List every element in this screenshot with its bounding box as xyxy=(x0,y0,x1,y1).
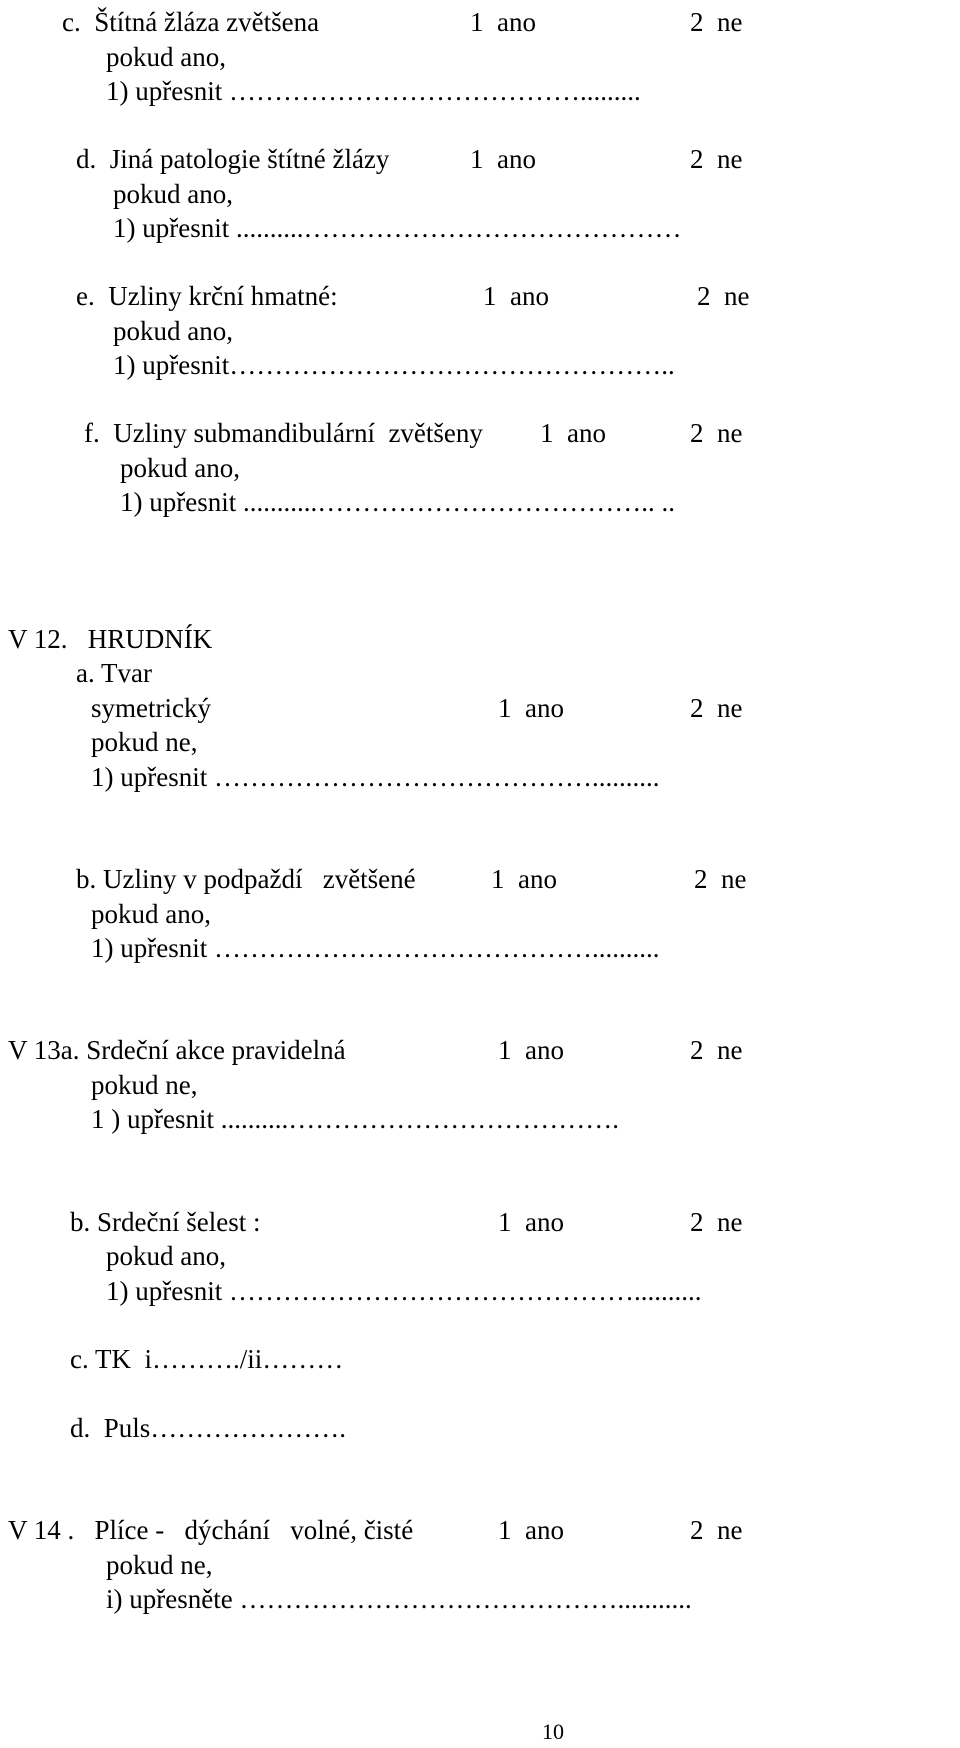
item-f-title: f. Uzliny submandibulární zvětšeny xyxy=(84,418,483,448)
page-number: 10 xyxy=(542,1719,564,1744)
item-v12a-option-no[interactable]: 2 ne xyxy=(690,693,743,723)
item-d-specify-field[interactable]: 1) upřesnit ..........…………………………………… xyxy=(113,213,682,243)
item-v13d-pulse-field[interactable]: d. Puls…………………. xyxy=(70,1413,347,1443)
item-e-condition: pokud ano, xyxy=(113,316,233,346)
item-e-option-no[interactable]: 2 ne xyxy=(697,281,750,311)
item-v13b-option-no[interactable]: 2 ne xyxy=(690,1207,743,1237)
item-v12a-label: symetrický xyxy=(91,693,211,723)
item-v12b-condition: pokud ano, xyxy=(91,899,211,929)
item-v13a-condition: pokud ne, xyxy=(91,1070,198,1100)
item-v13a-specify-field[interactable]: 1 ) upřesnit ..........………………………………. xyxy=(91,1104,619,1134)
item-c-condition: pokud ano, xyxy=(106,42,226,72)
item-f-condition: pokud ano, xyxy=(120,453,240,483)
item-v13a-option-no[interactable]: 2 ne xyxy=(690,1035,743,1065)
item-v13b-specify-field[interactable]: 1) upřesnit ……………………………………….......... xyxy=(106,1276,702,1306)
item-v12b-option-no[interactable]: 2 ne xyxy=(694,864,747,894)
section-v12-heading: V 12. HRUDNÍK xyxy=(8,624,213,654)
item-v13a-title: V 13a. Srdeční akce pravidelná xyxy=(8,1035,346,1065)
item-v14-title: V 14 . Plíce - dýchání volné, čisté xyxy=(8,1515,414,1545)
item-e-option-yes[interactable]: 1 ano xyxy=(483,281,549,311)
item-v12a-specify-field[interactable]: 1) upřesnit …………………………………….......... xyxy=(91,762,660,792)
item-v12a-option-yes[interactable]: 1 ano xyxy=(498,693,564,723)
item-v13b-option-yes[interactable]: 1 ano xyxy=(498,1207,564,1237)
item-v13c-blood-pressure-field[interactable]: c. TK i………./ii……… xyxy=(70,1344,344,1374)
item-c-title: c. Štítná žláza zvětšena xyxy=(62,7,320,37)
item-v12b-title: b. Uzliny v podpaždí zvětšené xyxy=(76,864,416,894)
item-v13b-title: b. Srdeční šelest : xyxy=(70,1207,261,1237)
item-d-option-yes[interactable]: 1 ano xyxy=(470,144,536,174)
item-d-option-no[interactable]: 2 ne xyxy=(690,144,743,174)
item-v13a-option-yes[interactable]: 1 ano xyxy=(498,1035,564,1065)
item-v12b-option-yes[interactable]: 1 ano xyxy=(491,864,557,894)
item-v12a-title: a. Tvar xyxy=(76,658,152,688)
item-v14-option-no[interactable]: 2 ne xyxy=(690,1515,743,1545)
item-v12b-specify-field[interactable]: 1) upřesnit …………………………………….......... xyxy=(91,933,660,963)
item-e-specify-field[interactable]: 1) upřesnit………………………………………….. xyxy=(113,350,675,380)
item-d-title: d. Jiná patologie štítné žlázy xyxy=(76,144,390,174)
item-f-option-no[interactable]: 2 ne xyxy=(690,418,743,448)
item-v13b-condition: pokud ano, xyxy=(106,1241,226,1271)
item-v12a-condition: pokud ne, xyxy=(91,727,198,757)
item-f-option-yes[interactable]: 1 ano xyxy=(540,418,606,448)
item-v14-option-yes[interactable]: 1 ano xyxy=(498,1515,564,1545)
item-v14-specify-field[interactable]: i) upřesněte ……………………………………........... xyxy=(106,1584,692,1614)
item-e-title: e. Uzliny krční hmatné: xyxy=(76,281,338,311)
item-d-condition: pokud ano, xyxy=(113,179,233,209)
item-c-specify-field[interactable]: 1) upřesnit …………………………………......... xyxy=(106,76,641,106)
item-f-specify-field[interactable]: 1) upřesnit ...........……………………………….. .. xyxy=(120,487,675,517)
item-c-option-no[interactable]: 2 ne xyxy=(690,7,743,37)
item-c-option-yes[interactable]: 1 ano xyxy=(470,7,536,37)
item-v14-condition: pokud ne, xyxy=(106,1550,213,1580)
